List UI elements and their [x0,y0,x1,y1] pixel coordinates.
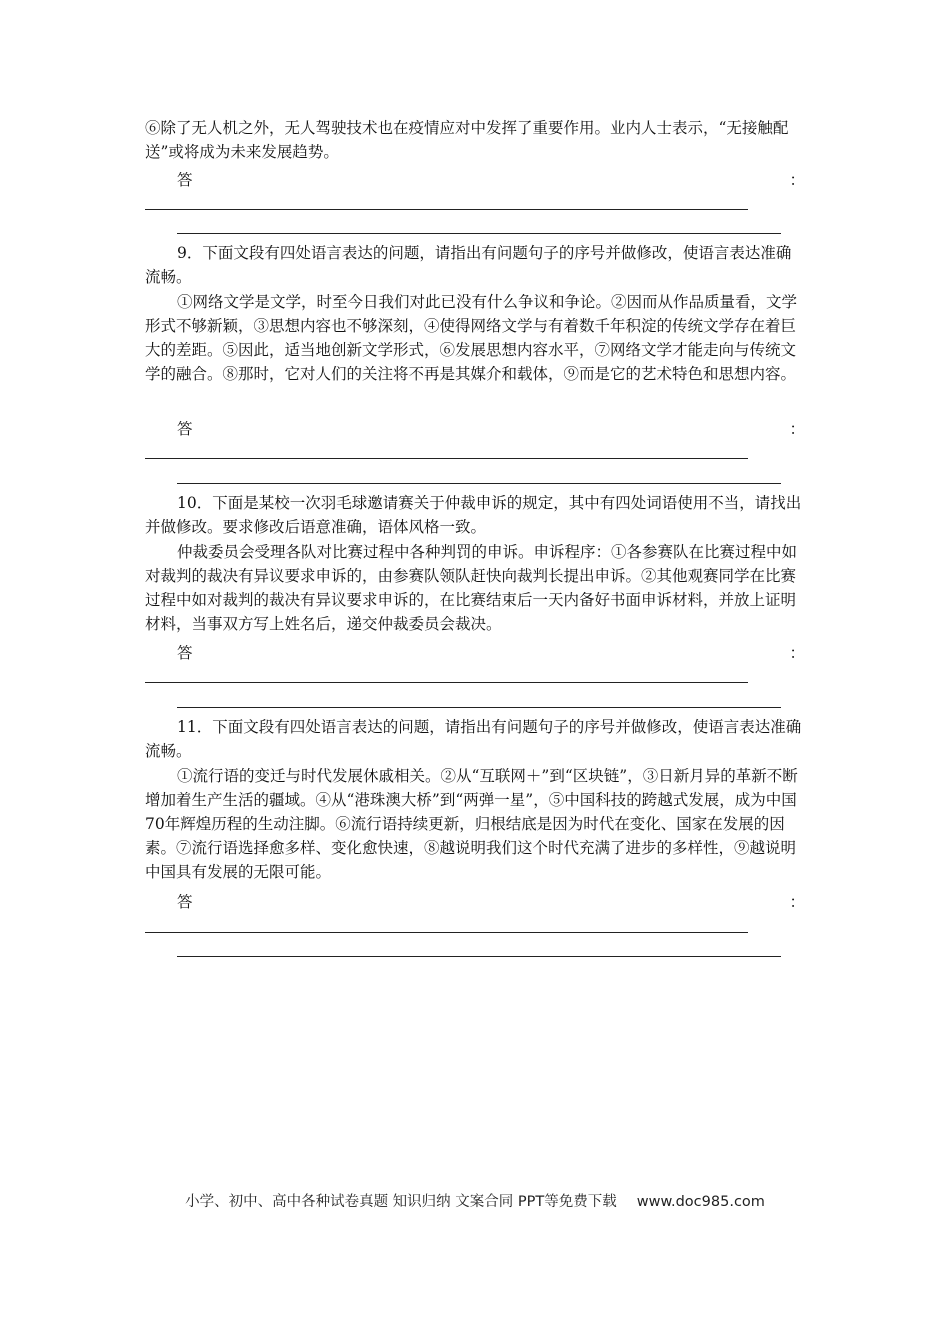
answer-rule [145,932,748,933]
answer-rule [177,956,781,957]
question-11-stem: 11．下面文段有四处语言表达的问题，请指出有问题句子的序号并做修改，使语言表达准确流畅。 [145,718,802,760]
question-10-stem: 10．下面是某校一次羽毛球邀请赛关于仲裁申诉的规定，其中有四处词语使用不当，请找出并做修改。要求修改后语意准确，语体风格一致。 [145,494,802,536]
answer-line-10 [145,641,805,665]
answer-line-11 [145,890,805,914]
page-footer [0,1190,950,1211]
answer-line-9 [145,417,805,441]
answer-colon: ： [789,893,805,911]
answer-rule [177,233,781,234]
question-8-tail: ⑥除了无人机之外，无人驾驶技术也在疫情应对中发挥了重要作用。业内人士表示，“无接触配送”或将成为未来发展趋势。 [145,119,789,161]
answer-label: 答 [177,893,193,911]
answer-rule [177,707,781,708]
question-11-text: ①流行语的变迁与时代发展休戚相关。②从“互联网＋”到“区块链”，③日新月异的革新不断增加着生产生活的疆域。④从“港珠澳大桥”到“两弹一星”，⑤中国科技的跨越式发展，成为中国70年辉煌历程的生动注脚。⑥流行语持续更新，归根结底是因为时代在变化、国家在发展的因素。⑦流行语选择愈多样、变化愈快速，⑧越说明我们这个时代充满了进步的多样性，⑨越说明中国具有发展的无限可能。 [145,767,798,881]
question-9-stem: 9．下面文段有四处语言表达的问题，请指出有问题句子的序号并做修改，使语言表达准确流畅。 [145,244,792,286]
question-10-text: 仲裁委员会受理各队对比赛过程中各种判罚的申诉。申诉程序：①各参赛队在比赛过程中如对裁判的裁决有异议要求申诉的，由参赛队领队赶快向裁判长提出申诉。②其他观赛同学在比赛过程中如对裁判的裁决有异议要求申诉的，在比赛结束后一天内备好书面申诉材料，并放上证明材料，当事双方写上姓名后，递交仲裁委员会裁决。 [145,543,798,633]
footer-url[interactable]: www.doc985.com [636,1194,765,1210]
answer-rule [145,209,748,210]
answer-label: 答 [177,420,193,438]
answer-label: 答 [177,644,193,662]
footer-text: 小学、初中、高中各种试卷真题 知识归纳 文案合同 PPT等免费下载 [185,1194,617,1210]
answer-colon: ： [789,420,805,438]
answer-rule [177,483,781,484]
question-9-text: ①网络文学是文学，时至今日我们对此已没有什么争议和争论。②因而从作品质量看，文学形式不够新颖，③思想内容也不够深刻，④使得网络文学与有着数千年积淀的传统文学存在着巨大的差距。⑤因此，适当地创新文学形式，⑥发展思想内容水平，⑦网络文学才能走向与传统文学的融合。⑧那时，它对人们的关注将不再是其媒介和载体，⑨而是它的艺术特色和思想内容。 [145,293,798,383]
answer-rule [145,458,748,459]
answer-colon: ： [789,171,805,189]
answer-rule [145,682,748,683]
answer-colon: ： [789,644,805,662]
answer-line-8 [145,168,805,192]
answer-label: 答 [177,171,193,189]
